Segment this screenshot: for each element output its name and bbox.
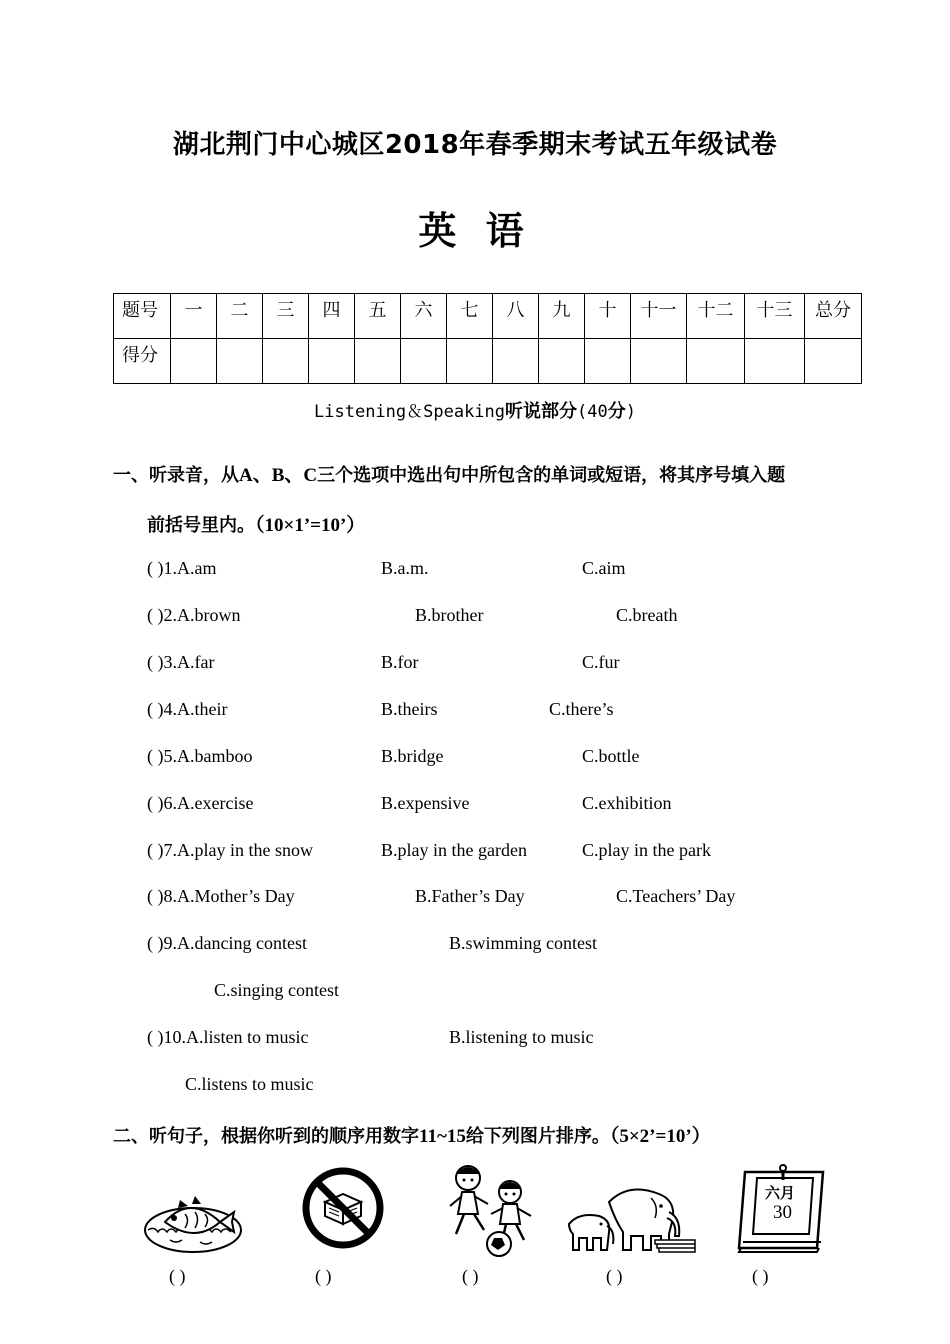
kids-football-icon bbox=[440, 1162, 540, 1258]
score-cell bbox=[493, 339, 539, 384]
score-cell bbox=[687, 339, 745, 384]
score-table-header-row bbox=[114, 294, 862, 339]
q1-item-4-c: C.there’s bbox=[549, 699, 614, 719]
table-cell: 八 bbox=[493, 294, 539, 339]
table-cell: 十三 bbox=[745, 294, 805, 339]
q1-item-5-c: C.bottle bbox=[582, 746, 640, 766]
q1-item-6-b: B.expensive bbox=[381, 793, 470, 813]
q1-item-4-a: ( )4.A.their bbox=[147, 699, 228, 719]
section-latin: Listening＆Speaking bbox=[314, 402, 506, 422]
fish-dish-icon bbox=[140, 1188, 246, 1258]
q1-item-3-c: C.fur bbox=[582, 652, 620, 672]
q1-item-8-a: ( )8.A.Mother’s Day bbox=[147, 886, 295, 906]
score-cell bbox=[539, 339, 585, 384]
q1-item-2-c: C.breath bbox=[616, 605, 678, 625]
q2-title bbox=[113, 1121, 711, 1148]
elephants-icon bbox=[565, 1182, 701, 1254]
score-cell bbox=[217, 339, 263, 384]
table-cell: 总分 bbox=[805, 294, 862, 339]
score-cell bbox=[401, 339, 447, 384]
table-cell: 六 bbox=[401, 294, 447, 339]
table-cell: 二 bbox=[217, 294, 263, 339]
q1-item-5-b: B.bridge bbox=[381, 746, 444, 766]
calendar-day: 30 bbox=[773, 1202, 792, 1223]
section-score: (40 bbox=[577, 402, 608, 422]
q1-item-1-b: B.a.m. bbox=[381, 558, 429, 578]
q1-item-5-a: ( )5.A.bamboo bbox=[147, 746, 253, 766]
score-cell bbox=[631, 339, 687, 384]
q1-item-3-b: B.for bbox=[381, 652, 419, 672]
q1-item-7-b: B.play in the garden bbox=[381, 840, 527, 860]
table-cell: 四 bbox=[309, 294, 355, 339]
q1-item-9-a: ( )9.A.dancing contest bbox=[147, 933, 307, 953]
q1-item-7-c: C.play in the park bbox=[582, 840, 711, 860]
exam-title: 湖北荆门中心城区2018年春季期末考试五年级试卷 bbox=[172, 130, 778, 160]
picture-1-blank: ( ) bbox=[169, 1266, 186, 1286]
q1-title-options: A、B、C bbox=[239, 465, 318, 486]
q1-score: （10×1’=10’） bbox=[255, 515, 366, 536]
q1-item-7-a: ( )7.A.play in the snow bbox=[147, 840, 313, 860]
q2-title-text: 给下列图片排序。 bbox=[465, 1126, 610, 1147]
table-cell: 题号 bbox=[114, 294, 171, 339]
score-cell bbox=[805, 339, 862, 384]
section-close: ) bbox=[625, 402, 636, 422]
q1-item-3-a: ( )3.A.far bbox=[147, 652, 215, 672]
section-score-cn: 分 bbox=[607, 401, 626, 422]
q1-item-10-a: ( )10.A.listen to music bbox=[147, 1027, 309, 1047]
no-books-icon bbox=[301, 1166, 385, 1250]
table-cell: 十二 bbox=[687, 294, 745, 339]
subject-title: 英 语 bbox=[418, 209, 532, 253]
score-cell bbox=[585, 339, 631, 384]
table-cell: 三 bbox=[263, 294, 309, 339]
q2-title-range: 11~15 bbox=[419, 1126, 466, 1147]
score-cell bbox=[355, 339, 401, 384]
picture-4-blank: ( ) bbox=[606, 1266, 623, 1286]
score-cell bbox=[447, 339, 493, 384]
score-cell bbox=[309, 339, 355, 384]
q1-item-1-c: C.aim bbox=[582, 558, 626, 578]
score-cell bbox=[171, 339, 217, 384]
q2-score: （5×2’=10’） bbox=[609, 1126, 711, 1147]
calendar-month: 六月 bbox=[765, 1184, 796, 1202]
q1-item-10-c: C.listens to music bbox=[185, 1074, 314, 1094]
picture-2-blank: ( ) bbox=[315, 1266, 332, 1286]
score-cell bbox=[263, 339, 309, 384]
score-table-score-row bbox=[114, 339, 862, 384]
q1-item-8-c: C.Teachers’ Day bbox=[616, 886, 736, 906]
q1-title-line1 bbox=[113, 460, 785, 487]
q1-title-text: 一、听录音，从 bbox=[113, 465, 239, 486]
q1-title-text: 三个选项中选出句中所包含的单词或短语，将其序号填入题 bbox=[317, 465, 786, 486]
q1-item-2-a: ( )2.A.brown bbox=[147, 605, 241, 625]
score-table bbox=[113, 293, 862, 384]
q1-item-6-c: C.exhibition bbox=[582, 793, 672, 813]
score-cell bbox=[745, 339, 805, 384]
q1-item-2-b: B.brother bbox=[415, 605, 484, 625]
table-cell: 九 bbox=[539, 294, 585, 339]
table-cell: 一 bbox=[171, 294, 217, 339]
q1-item-9-b: B.swimming contest bbox=[449, 933, 597, 953]
picture-5-blank: ( ) bbox=[752, 1266, 769, 1286]
calendar-icon bbox=[735, 1164, 829, 1256]
section-cn: 听说部分 bbox=[505, 401, 578, 422]
q1-item-4-b: B.theirs bbox=[381, 699, 438, 719]
table-cell: 五 bbox=[355, 294, 401, 339]
table-cell: 得分 bbox=[114, 339, 171, 384]
q1-item-9-c: C.singing contest bbox=[214, 980, 339, 1000]
table-cell: 十 bbox=[585, 294, 631, 339]
q1-title-line2 bbox=[147, 510, 365, 537]
q1-item-8-b: B.Father’s Day bbox=[415, 886, 525, 906]
table-cell: 七 bbox=[447, 294, 493, 339]
section-heading bbox=[0, 397, 950, 423]
picture-3-blank: ( ) bbox=[462, 1266, 479, 1286]
table-cell: 十一 bbox=[631, 294, 687, 339]
q2-title-text: 二、听句子，根据你听到的顺序用数字 bbox=[113, 1126, 419, 1147]
q1-item-10-b: B.listening to music bbox=[449, 1027, 594, 1047]
q1-item-1-a: ( )1.A.am bbox=[147, 558, 217, 578]
q1-title-text: 前括号里内。 bbox=[147, 515, 255, 536]
q1-item-6-a: ( )6.A.exercise bbox=[147, 793, 254, 813]
